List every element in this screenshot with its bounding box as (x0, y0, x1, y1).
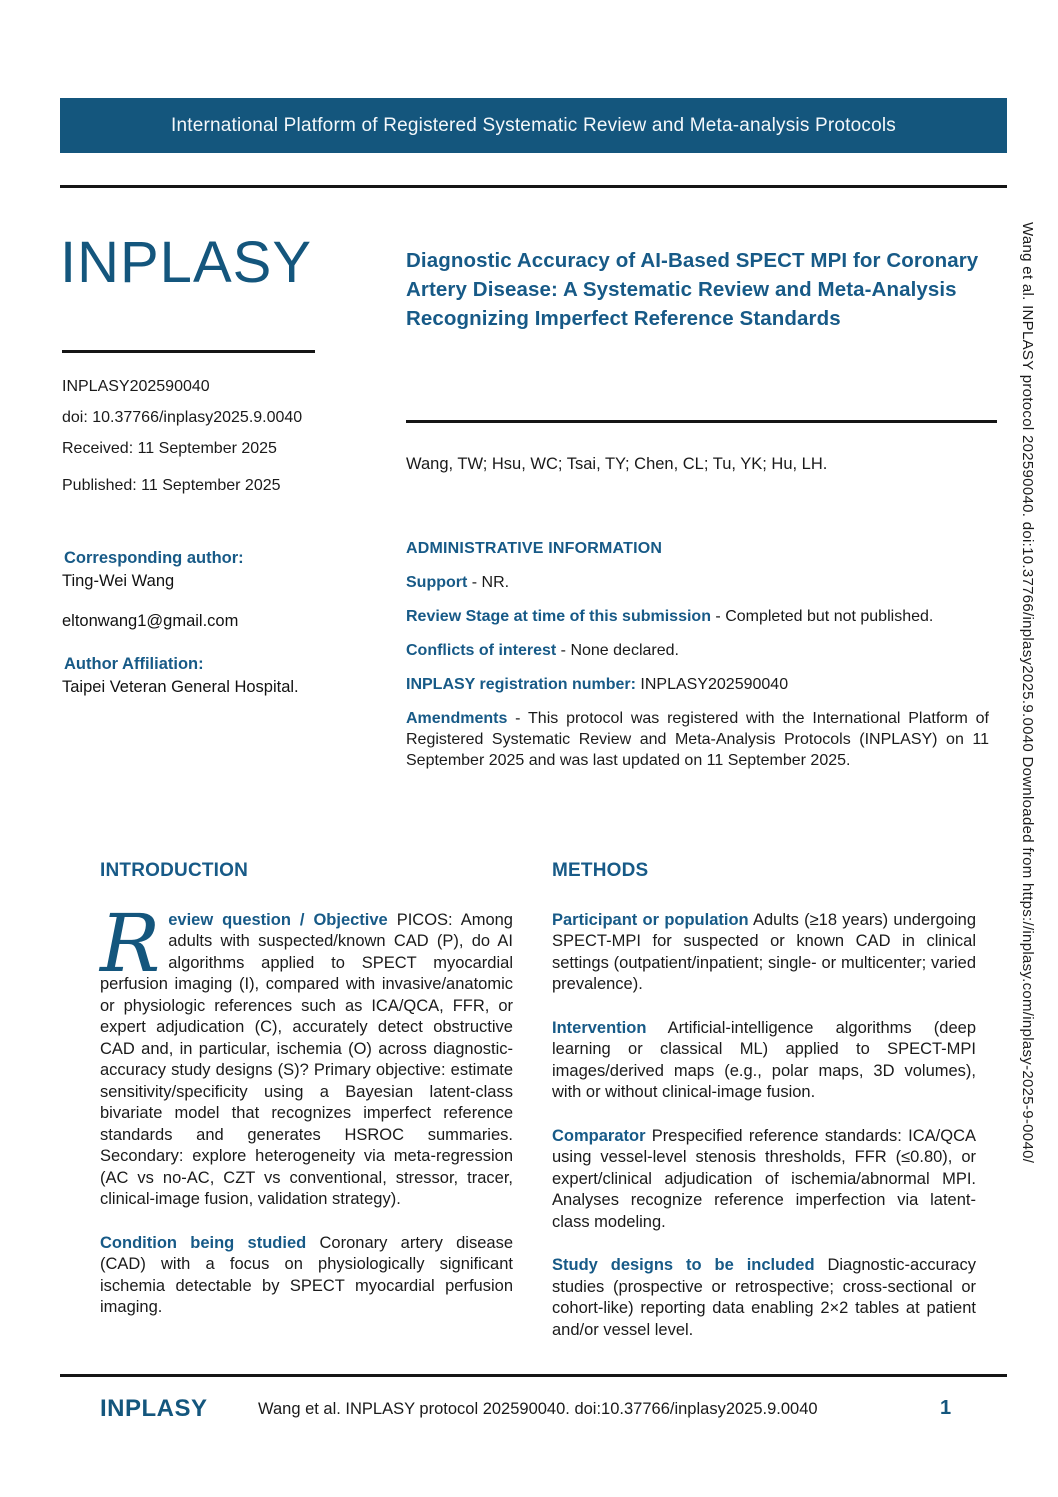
platform-banner-text: International Platform of Registered Systematic Review and Meta-analysis Protocols (171, 114, 896, 136)
corresponding-author-name: Ting-Wei Wang (62, 572, 175, 590)
title-divider (406, 420, 997, 423)
admin-item-amendments (406, 708, 989, 771)
author-list: Wang, TW; Hsu, WC; Tsai, TY; Chen, CL; Tu, YK; Hu, LH. (406, 455, 828, 473)
review-question-paragraph (100, 896, 513, 1211)
admin-item-label: Support (406, 574, 468, 591)
study-designs-lead: Study designs to be included (552, 1256, 815, 1274)
admin-item-label: Conflicts of interest (406, 642, 557, 659)
admin-info-heading: ADMINISTRATIVE INFORMATION (406, 540, 663, 557)
participant-lead: Participant or population (552, 910, 749, 929)
dropcap-r: R (100, 896, 161, 990)
comparator-text: Prespecified reference standards: ICA/QCA using vessel-level stenosis thresholds, FFR (≤0.80), or expert/clinical adjudication of ischemia/abnormal MPI. Analyses recognize reference imperfection via latent-class modeling. (552, 1126, 976, 1231)
registration-id: INPLASY202590040 (62, 378, 210, 395)
study-designs-paragraph (552, 1255, 976, 1341)
published-date: Published: 11 September 2025 (62, 477, 281, 494)
affiliation-label: Author Affiliation: (64, 655, 204, 673)
article-title: Diagnostic Accuracy of AI-Based SPECT MPI for Coronary Artery Disease: A Systematic Review and Meta-Analysis Recognizing Imperfect Reference Standards (406, 249, 979, 330)
platform-banner (60, 98, 1007, 153)
introduction-heading: INTRODUCTION (100, 860, 249, 881)
side-citation-vertical: Wang et al. INPLASY protocol 202590040. doi:10.37766/inplasy2025.9.0040 Downloaded from https://inplasy.com/inplasy-2025-9-0040/ (1019, 222, 1036, 1164)
admin-item-value: - NR. (467, 574, 510, 591)
intervention-paragraph (552, 1018, 976, 1104)
affiliation-text: Taipei Veteran General Hospital. (62, 678, 299, 696)
methods-heading: METHODS (552, 860, 649, 881)
review-question-lead: eview question / Objective (168, 910, 388, 929)
methods-section (552, 860, 976, 1363)
admin-item-value: INPLASY202590040 (635, 676, 789, 693)
comparator-paragraph (552, 1126, 976, 1234)
top-divider (60, 185, 1007, 188)
admin-item-label: INPLASY registration number: (406, 676, 636, 693)
corresponding-author-label: Corresponding author: (64, 549, 244, 567)
admin-info-list (406, 572, 989, 784)
received-date: Received: 11 September 2025 (62, 440, 277, 457)
participant-paragraph (552, 910, 976, 996)
participant-text: Adults (≥18 years) undergoing SPECT-MPI for suspected or known CAD in clinical settings (outpatient/inpatient; single- or multicenter; varied prevalence). (552, 910, 976, 993)
condition-paragraph (100, 1233, 513, 1319)
admin-item-registration-number (406, 674, 989, 695)
corresponding-author-email: eltonwang1@gmail.com (62, 612, 239, 630)
intervention-lead: Intervention (552, 1018, 647, 1037)
admin-item-conflicts (406, 640, 989, 661)
review-question-text: PICOS: Among adults with suspected/known CAD (P), do AI algorithms applied to SPECT myocardial perfusion imaging (I), compared with invasive/anatomic or physiologic references such as ICA/QCA, FFR, or expert adjudication (C), accurately detect obstructive CAD and, in particular, ischemia (O) across diagnostic-accuracy study designs (S)? Primary objective: estimate sensitivity/specificity using a Bayesian latent-class bivariate model that recognizes imperfect reference standards and generates HSROC summaries. Secondary: explore heterogeneity via meta-regression (AC vs no-AC, CZT vs conventional, stressor, tracer, clinical-image fusion, validation strategy). (100, 910, 513, 1208)
admin-item-label: Amendments (406, 710, 508, 727)
inplasy-logo: INPLASY (60, 230, 312, 295)
admin-item-value: - None declared. (556, 642, 679, 659)
page-number: 1 (940, 1397, 952, 1419)
footer-citation: Wang et al. INPLASY protocol 202590040. doi:10.37766/inplasy2025.9.0040 (258, 1400, 818, 1418)
admin-item-support (406, 572, 989, 593)
condition-lead: Condition being studied (100, 1233, 307, 1252)
condition-text: Coronary artery disease (CAD) with a focus on physiologically significant ischemia detectable by SPECT myocardial perfusion imaging. (100, 1233, 513, 1316)
study-designs-text: Diagnostic-accuracy studies (prospective or retrospective; cross-sectional or cohort-like) reporting data enabling 2×2 tables at patient and/or vessel level. (552, 1256, 977, 1339)
admin-item-label: Review Stage at time of this submission (406, 608, 711, 625)
logo-divider (62, 350, 315, 353)
introduction-section (100, 860, 513, 1341)
doi-line: doi: 10.37766/inplasy2025.9.0040 (62, 409, 303, 426)
intervention-text: Artificial-intelligence algorithms (deep learning or classical ML) applied to SPECT-MPI images/derived maps (e.g., polar maps, 3D volumes), with or without clinical-image fusion. (552, 1018, 976, 1101)
footer-logo: INPLASY (100, 1395, 208, 1422)
footer-divider (60, 1374, 1007, 1377)
comparator-lead: Comparator (552, 1126, 646, 1145)
admin-item-value: - This protocol was registered with the International Platform of Registered Systematic Review and Meta-Analysis Protocols (INPLASY) on 11 September 2025 and was last updated on 11 September 2025. (406, 710, 989, 769)
admin-item-review-stage (406, 606, 989, 627)
admin-item-value: - Completed but not published. (710, 608, 934, 625)
